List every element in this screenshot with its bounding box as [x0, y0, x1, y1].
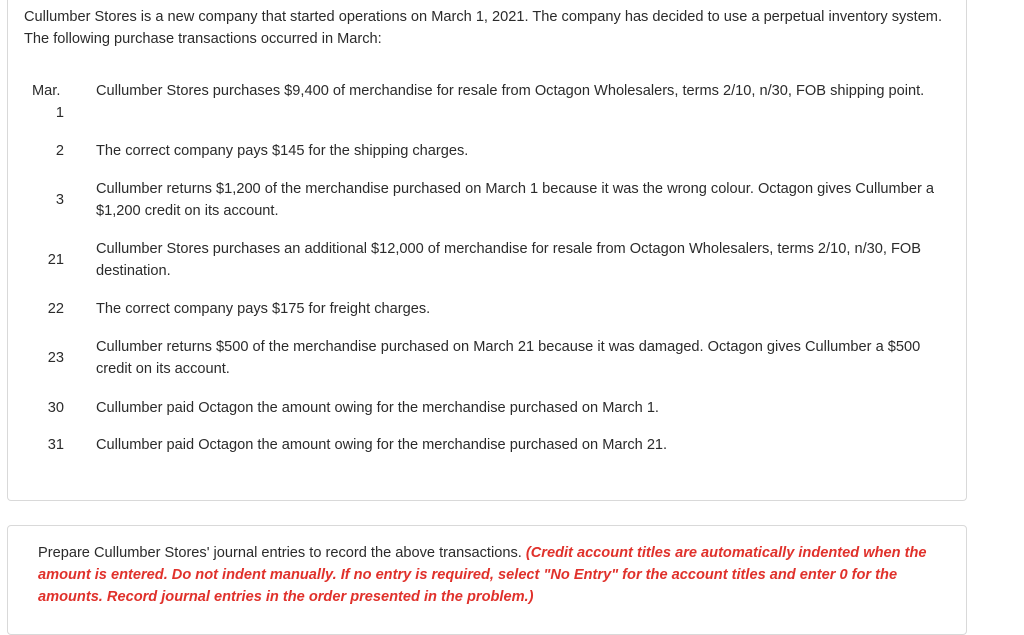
transaction-text: Cullumber paid Octagon the amount owing for the merchandise purchased on March 21.	[96, 437, 668, 453]
instructions-note: (Credit account titles are automatically indented when the amount is entered. Do not indent manually. If no entry is required, select "No Entry" for the account titles and enter 0 for the amounts. Record journal entries in the order presented in the problem.)	[38, 545, 927, 605]
problem-intro: Cullumber Stores is a new company that started operations on March 1, 2021. The company has decided to use a perpetual inventory system. The following purchase transactions occurred in March:	[24, 9, 943, 47]
transaction-day: 1	[55, 105, 64, 121]
instructions-main: Prepare Cullumber Stores' journal entries to record the above transactions.	[38, 545, 526, 561]
instructions-text	[38, 542, 938, 608]
transaction-day: 23	[47, 350, 64, 366]
transaction-date	[24, 80, 64, 124]
month-label: Mar.	[32, 83, 61, 99]
transaction-text: Cullumber Stores purchases an additional $12,000 of merchandise for resale from Octagon Wholesalers, terms 2/10, n/30, FOB destination.	[96, 241, 921, 279]
transaction-day: 2	[55, 143, 64, 159]
transaction-day: 21	[47, 252, 64, 268]
transaction-text: The correct company pays $175 for freight charges.	[96, 301, 431, 317]
problem-panel	[7, 0, 967, 501]
transaction-text: The correct company pays $145 for the shipping charges.	[96, 143, 469, 159]
transaction-day: 30	[47, 400, 64, 416]
instructions-panel	[7, 525, 967, 635]
transaction-text: Cullumber paid Octagon the amount owing for the merchandise purchased on March 1.	[96, 400, 659, 416]
transaction-text: Cullumber returns $500 of the merchandise purchased on March 21 because it was damaged. Octagon gives Cullumber a $500 credit on its account.	[96, 339, 921, 377]
transaction-text: Cullumber Stores purchases $9,400 of merchandise for resale from Octagon Wholesalers, terms 2/10, n/30, FOB shipping point.	[96, 83, 925, 99]
transaction-day: 31	[47, 437, 64, 453]
transaction-day: 22	[47, 301, 64, 317]
transaction-day: 3	[55, 192, 64, 208]
transaction-text: Cullumber returns $1,200 of the merchandise purchased on March 1 because it was the wrong colour. Octagon gives Cullumber a $1,200 credit on its account.	[96, 181, 934, 219]
